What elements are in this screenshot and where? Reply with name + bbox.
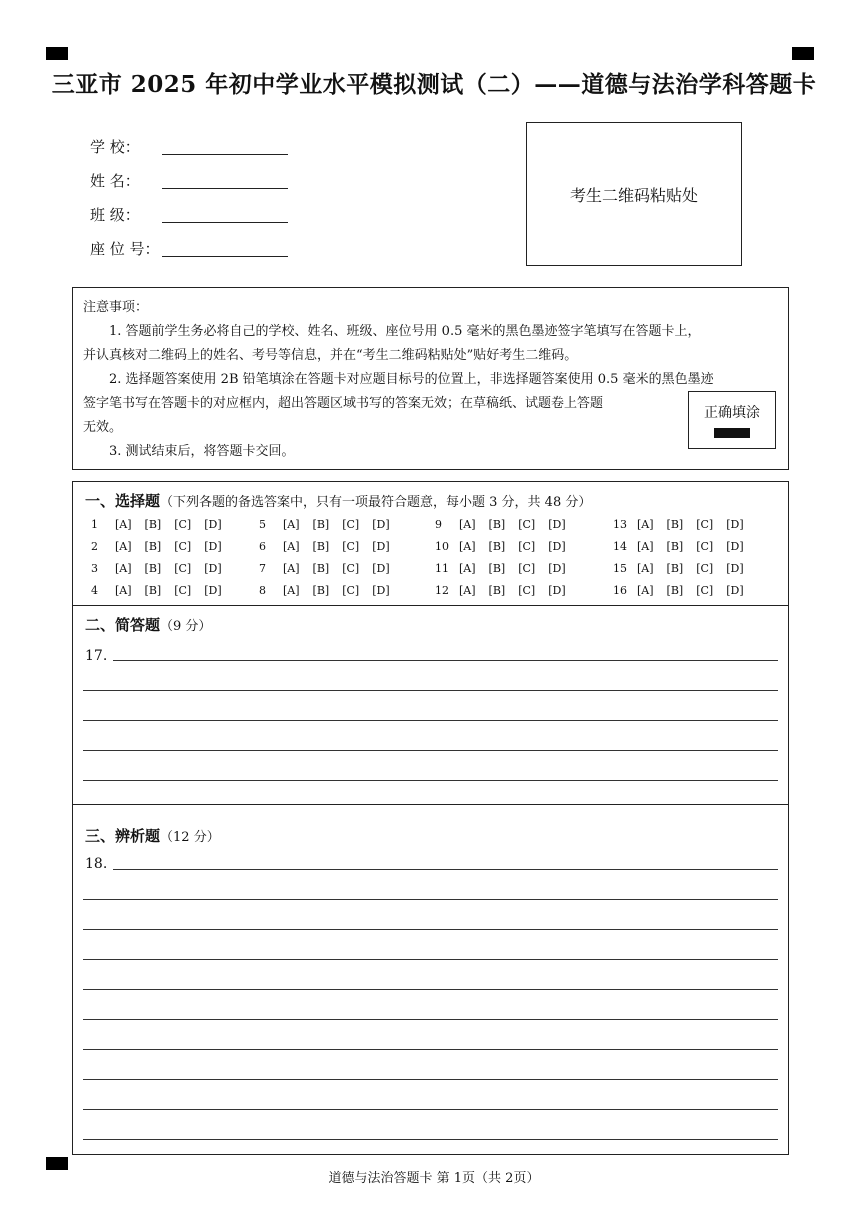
mc-question-number: 1: [91, 518, 98, 531]
mc-option-bubble[interactable]: [A]: [283, 518, 300, 531]
mc-option-bubble[interactable]: [A]: [283, 562, 300, 575]
page-title: 三亚市 2025 年初中学业水平模拟测试（二）——道德与法治学科答题卡: [51, 71, 817, 98]
mc-option-bubble[interactable]: [D]: [372, 562, 390, 575]
qr-code-sticker-box: [526, 122, 742, 266]
mc-question-number: 5: [259, 518, 266, 531]
mc-option-bubble[interactable]: [C]: [518, 540, 536, 553]
mc-option-bubble[interactable]: [C]: [174, 562, 192, 575]
notice-item-2c: 无效。: [83, 420, 123, 435]
mc-question-16: [613, 584, 757, 597]
question-17-number: 17.: [85, 648, 108, 664]
section3-title: 三、辨析题: [85, 827, 161, 845]
mc-option-bubble[interactable]: [D]: [372, 584, 390, 597]
mc-option-bubble[interactable]: [B]: [488, 562, 506, 575]
section3-note: （12 分）: [160, 830, 220, 845]
school-label: 学 校：: [90, 138, 140, 156]
mc-question-number: 3: [91, 562, 98, 575]
page-footer: 道德与法治答题卡 第 1页（共 2页）: [328, 1171, 540, 1186]
mc-option-bubble[interactable]: [C]: [174, 518, 192, 531]
answer-line[interactable]: [83, 959, 778, 960]
mc-option-bubble[interactable]: [D]: [372, 540, 390, 553]
seat-field[interactable]: [90, 238, 162, 259]
qr-code-label: 考生二维码粘贴处: [569, 185, 698, 205]
mc-option-bubble[interactable]: [C]: [174, 540, 192, 553]
section1-note: （下列各题的备选答案中，只有一项最符合题意，每小题 3 分，共 48 分）: [160, 495, 592, 510]
mc-question-2: [91, 540, 235, 553]
mc-option-bubble[interactable]: [C]: [696, 562, 714, 575]
mc-question-number: 4: [91, 584, 98, 597]
answer-line[interactable]: [83, 1049, 778, 1050]
mc-option-bubble[interactable]: [A]: [637, 584, 654, 597]
mc-question-number: 15: [613, 562, 627, 575]
mc-option-bubble[interactable]: [D]: [548, 540, 566, 553]
mc-option-bubble[interactable]: [A]: [459, 540, 476, 553]
mc-option-bubble[interactable]: [A]: [459, 518, 476, 531]
name-input-line[interactable]: [162, 188, 288, 189]
mc-option-bubble[interactable]: [B]: [312, 540, 330, 553]
mc-option-bubble[interactable]: [D]: [204, 540, 222, 553]
answer-line[interactable]: [113, 869, 778, 870]
mc-option-bubble[interactable]: [D]: [726, 584, 744, 597]
mc-option-bubble[interactable]: [C]: [696, 584, 714, 597]
mc-option-bubble[interactable]: [D]: [204, 584, 222, 597]
mc-question-13: [613, 518, 757, 531]
mc-option-bubble[interactable]: [D]: [204, 518, 222, 531]
mc-option-bubble[interactable]: [C]: [342, 540, 360, 553]
mc-question-12: [435, 584, 579, 597]
mc-option-bubble[interactable]: [B]: [488, 518, 506, 531]
mc-option-bubble[interactable]: [D]: [548, 518, 566, 531]
mc-option-bubble[interactable]: [A]: [115, 518, 132, 531]
answer-line[interactable]: [83, 720, 778, 721]
answer-line[interactable]: [113, 660, 778, 661]
mc-option-bubble[interactable]: [D]: [726, 518, 744, 531]
section2-title-row: [85, 614, 211, 635]
mc-option-bubble[interactable]: [A]: [459, 562, 476, 575]
seat-input-line[interactable]: [162, 256, 288, 257]
section1-title: 一、选择题: [85, 492, 161, 510]
notice-item-1: 1. 答题前学生务必将自己的学校、姓名、班级、座位号用 0.5 毫米的黑色墨迹签字笔填写在答题卡上，: [109, 324, 701, 339]
answer-line[interactable]: [83, 989, 778, 990]
section3-title-row: [85, 825, 220, 846]
answer-line[interactable]: [83, 899, 778, 900]
mc-question-5: [259, 518, 403, 531]
mc-question-number: 2: [91, 540, 98, 553]
mc-option-bubble[interactable]: [B]: [666, 540, 684, 553]
mc-option-bubble[interactable]: [C]: [174, 584, 192, 597]
mc-question-7: [259, 562, 403, 575]
school-input-line[interactable]: [162, 154, 288, 155]
mc-question-4: [91, 584, 235, 597]
name-label: 姓 名：: [90, 172, 140, 190]
notice-item-1b: 并认真核对二维码上的姓名、考号等信息，并在“考生二维码粘贴处”贴好考生二维码。: [83, 348, 578, 363]
mc-option-bubble[interactable]: [A]: [283, 584, 300, 597]
answer-line[interactable]: [83, 690, 778, 691]
mc-question-number: 14: [613, 540, 627, 553]
mc-option-bubble[interactable]: [D]: [726, 562, 744, 575]
mc-option-bubble[interactable]: [B]: [144, 584, 162, 597]
mc-question-6: [259, 540, 403, 553]
mc-option-bubble[interactable]: [D]: [204, 562, 222, 575]
mc-option-bubble[interactable]: [A]: [115, 540, 132, 553]
mc-option-bubble[interactable]: [B]: [144, 562, 162, 575]
mc-option-bubble[interactable]: [C]: [518, 518, 536, 531]
mc-option-bubble[interactable]: [B]: [144, 540, 162, 553]
mc-option-bubble[interactable]: [B]: [312, 584, 330, 597]
class-field[interactable]: [90, 204, 162, 225]
mc-option-bubble[interactable]: [C]: [518, 584, 536, 597]
name-field[interactable]: [90, 170, 162, 191]
question-18-number: 18.: [85, 856, 108, 872]
mc-question-number: 8: [259, 584, 266, 597]
mc-option-bubble[interactable]: [B]: [666, 562, 684, 575]
mc-option-bubble[interactable]: [C]: [518, 562, 536, 575]
mc-question-number: 10: [435, 540, 449, 553]
mc-question-number: 9: [435, 518, 442, 531]
mc-option-bubble[interactable]: [D]: [726, 540, 744, 553]
notice-item-2: 2. 选择题答案使用 2B 铅笔填涂在答题卡对应题目标号的位置上，非选择题答案使用 0.5 毫米的黑色墨迹: [109, 372, 714, 387]
correct-fill-example: [688, 391, 776, 449]
mc-question-9: [435, 518, 579, 531]
mc-question-number: 6: [259, 540, 266, 553]
answer-line[interactable]: [83, 750, 778, 751]
section2-note: （9 分）: [160, 619, 212, 634]
mc-option-bubble[interactable]: [B]: [144, 518, 162, 531]
mc-question-14: [613, 540, 757, 553]
notice-item-2b: 签字笔书写在答题卡的对应框内，超出答题区域书写的答案无效；在草稿纸、试题卷上答题: [83, 396, 604, 411]
mc-question-number: 13: [613, 518, 627, 531]
answer-line[interactable]: [83, 1139, 778, 1140]
mc-question-8: [259, 584, 403, 597]
notice-item-3: 3. 测试结束后，将答题卡交回。: [109, 444, 295, 459]
registration-mark-top-left: [46, 47, 68, 60]
mc-option-bubble[interactable]: [A]: [637, 540, 654, 553]
mc-question-number: 11: [435, 562, 449, 575]
school-field[interactable]: [90, 136, 162, 157]
mc-option-bubble[interactable]: [C]: [342, 518, 360, 531]
mc-option-bubble[interactable]: [B]: [312, 518, 330, 531]
correct-fill-label: 正确填涂: [704, 405, 760, 421]
notice-heading: 注意事项：: [83, 300, 149, 315]
mc-option-bubble[interactable]: [D]: [372, 518, 390, 531]
answer-line[interactable]: [83, 1109, 778, 1110]
mc-option-bubble[interactable]: [B]: [488, 540, 506, 553]
class-input-line[interactable]: [162, 222, 288, 223]
answer-line[interactable]: [83, 1079, 778, 1080]
filled-bubble-icon: [714, 428, 750, 438]
mc-question-number: 12: [435, 584, 449, 597]
class-label: 班 级：: [90, 206, 140, 224]
section-short-answer: [72, 605, 789, 805]
mc-option-bubble[interactable]: [A]: [637, 518, 654, 531]
answer-line[interactable]: [83, 1019, 778, 1020]
mc-option-bubble[interactable]: [A]: [115, 562, 132, 575]
mc-question-10: [435, 540, 579, 553]
mc-question-3: [91, 562, 235, 575]
mc-question-11: [435, 562, 579, 575]
mc-option-bubble[interactable]: [C]: [696, 518, 714, 531]
mc-option-bubble[interactable]: [C]: [342, 562, 360, 575]
mc-option-bubble[interactable]: [B]: [666, 584, 684, 597]
mc-option-bubble[interactable]: [B]: [488, 584, 506, 597]
registration-mark-top-right: [792, 47, 814, 60]
mc-option-bubble[interactable]: [D]: [548, 562, 566, 575]
mc-option-bubble[interactable]: [A]: [459, 584, 476, 597]
mc-option-bubble[interactable]: [A]: [283, 540, 300, 553]
section-multiple-choice: [72, 481, 789, 606]
mc-option-bubble[interactable]: [D]: [548, 584, 566, 597]
mc-question-number: 7: [259, 562, 266, 575]
mc-question-number: 16: [613, 584, 627, 597]
seat-label: 座 位 号：: [90, 240, 160, 258]
mc-option-bubble[interactable]: [C]: [696, 540, 714, 553]
mc-option-bubble[interactable]: [C]: [342, 584, 360, 597]
mc-option-bubble[interactable]: [A]: [637, 562, 654, 575]
answer-line[interactable]: [83, 929, 778, 930]
mc-option-bubble[interactable]: [B]: [312, 562, 330, 575]
answer-line[interactable]: [83, 780, 778, 781]
mc-option-bubble[interactable]: [A]: [115, 584, 132, 597]
mc-option-bubble[interactable]: [B]: [666, 518, 684, 531]
section1-title-row: [85, 490, 591, 511]
section-analysis: [72, 804, 789, 1155]
section2-title: 二、简答题: [85, 616, 161, 634]
mc-question-15: [613, 562, 757, 575]
mc-question-1: [91, 518, 235, 531]
notice-box: [72, 287, 789, 470]
